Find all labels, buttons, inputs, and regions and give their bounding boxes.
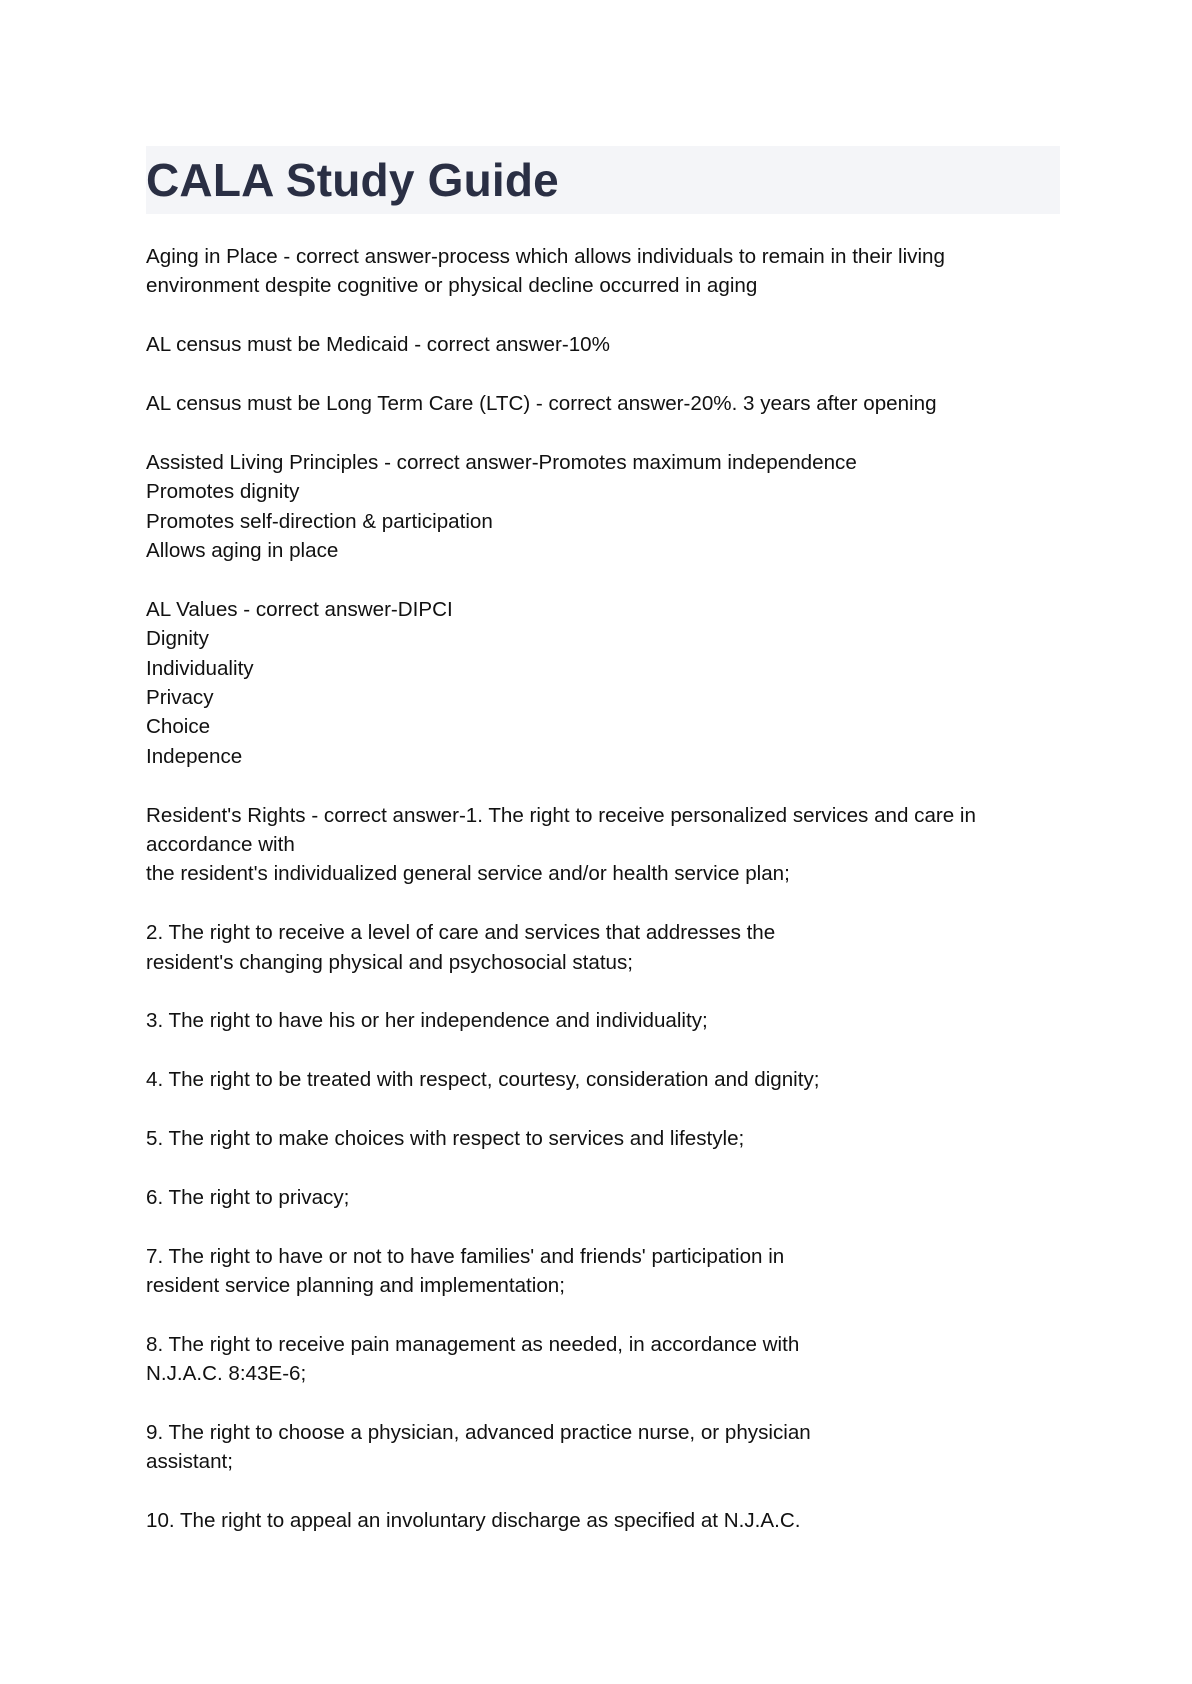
paragraph (146, 1418, 1060, 1477)
text-line: the resident's individualized general service and/or health service plan; (146, 862, 790, 886)
text-line: 7. The right to have or not to have families' and friends' participation in (146, 1244, 785, 1268)
text-line: Dignity (146, 627, 209, 651)
paragraph (146, 242, 1060, 301)
text-line: AL census must be Medicaid - correct answer-10% (146, 333, 610, 357)
text-line: Allows aging in place (146, 539, 339, 563)
text-line: Individuality (146, 656, 254, 680)
paragraph (146, 389, 1060, 418)
text-line: 5. The right to make choices with respect to services and lifestyle; (146, 1127, 745, 1151)
paragraph (146, 1506, 1060, 1535)
text-line: Assisted Living Principles - correct answer-Promotes maximum independence (146, 450, 857, 474)
paragraph (146, 1183, 1060, 1212)
text-line: N.J.A.C. 8:43E-6; (146, 1362, 307, 1386)
text-line: AL Values - correct answer-DIPCI (146, 597, 453, 621)
paragraph (146, 595, 1060, 771)
text-line: Promotes dignity (146, 480, 300, 504)
text-line: Choice (146, 715, 211, 739)
text-line: accordance with (146, 833, 295, 857)
text-line: resident's changing physical and psychosocial status; (146, 950, 634, 974)
document-body (146, 242, 1060, 1536)
text-line: 8. The right to receive pain management as needed, in accordance with (146, 1332, 800, 1356)
text-line: 10. The right to appeal an involuntary discharge as specified at N.J.A.C. (146, 1509, 801, 1533)
text-line: Aging in Place - correct answer-process which allows individuals to remain in their living (146, 245, 945, 268)
paragraph (146, 1006, 1060, 1035)
paragraph (146, 330, 1060, 359)
document-page (146, 146, 1060, 1565)
paragraph (146, 1330, 1060, 1389)
paragraph (146, 801, 1060, 889)
document-title: CALA Study Guide (146, 154, 559, 206)
paragraph (146, 918, 1060, 977)
paragraph (146, 448, 1060, 566)
paragraph (146, 1065, 1060, 1094)
text-line: Promotes self-direction & participation (146, 509, 493, 533)
text-line: 4. The right to be treated with respect, courtesy, consideration and dignity; (146, 1068, 820, 1092)
text-line: assistant; (146, 1450, 233, 1474)
title-banner (146, 146, 1060, 214)
text-line: 3. The right to have his or her independence and individuality; (146, 1009, 708, 1033)
text-line: Resident's Rights - correct answer-1. The right to receive personalized services and care in (146, 803, 976, 827)
paragraph (146, 1242, 1060, 1301)
text-line: Privacy (146, 686, 214, 710)
text-line: environment despite cognitive or physical decline occurred in aging (146, 274, 758, 298)
text-line: AL census must be Long Term Care (LTC) - correct answer-20%. 3 years after opening (146, 392, 937, 415)
text-line: 2. The right to receive a level of care and services that addresses the (146, 921, 776, 945)
text-line: resident service planning and implementation; (146, 1274, 565, 1298)
text-line: Indepence (146, 744, 243, 768)
text-line: 6. The right to privacy; (146, 1185, 350, 1209)
text-line: 9. The right to choose a physician, advanced practice nurse, or physician (146, 1421, 811, 1445)
paragraph (146, 1124, 1060, 1153)
